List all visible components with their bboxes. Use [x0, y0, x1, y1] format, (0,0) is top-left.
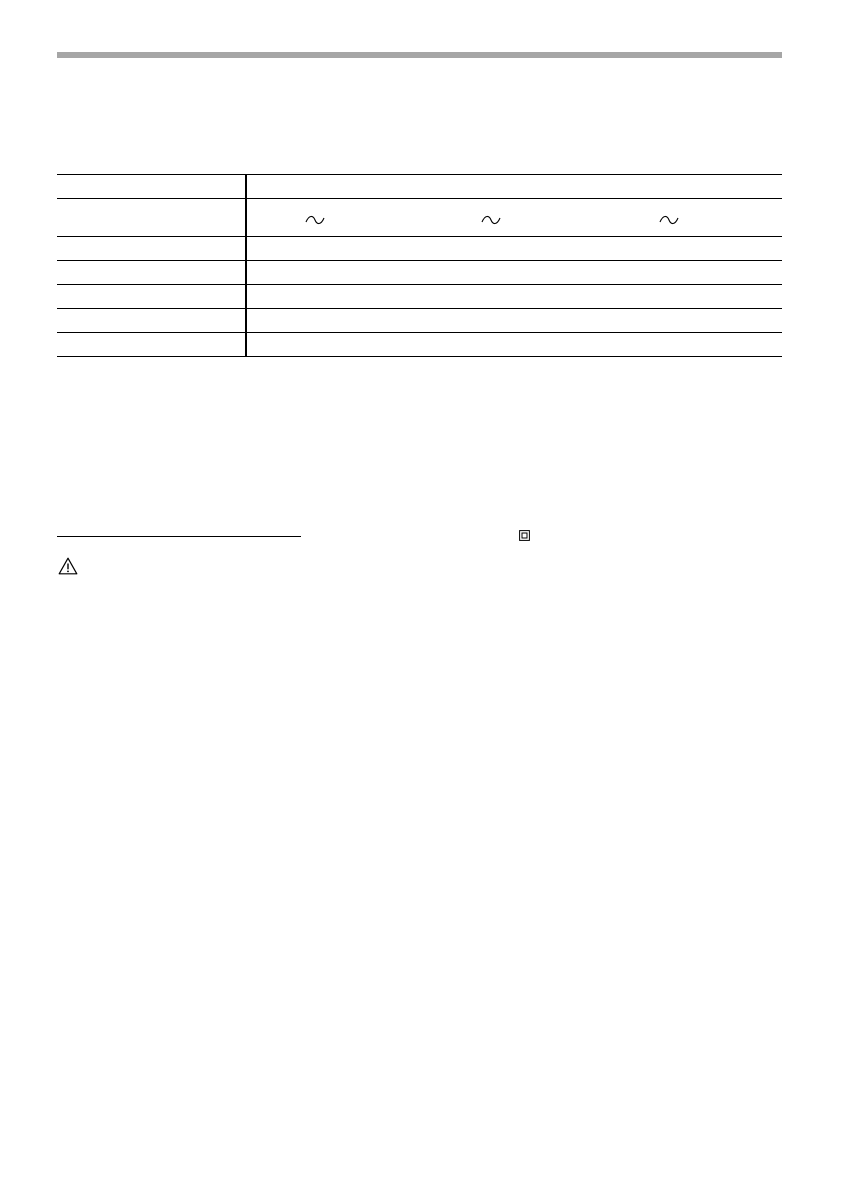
- table-cell: [604, 199, 782, 237]
- table-cell: [425, 309, 604, 333]
- section-underline: [57, 536, 301, 537]
- table-cell: [57, 175, 246, 199]
- table-cell: [425, 175, 604, 199]
- ac-tilde-icon: [481, 213, 501, 227]
- table-cell: [57, 285, 246, 309]
- table-cell: [246, 261, 425, 285]
- table-cell: [604, 175, 782, 199]
- table-cell: [57, 333, 246, 357]
- table-row: [57, 175, 782, 199]
- table-cell: [246, 309, 425, 333]
- table-cell: [57, 237, 246, 261]
- table-cell: [246, 175, 425, 199]
- table-cell: [57, 199, 246, 237]
- table-cell: [425, 237, 604, 261]
- table-cell: [246, 285, 425, 309]
- table-cell: [425, 333, 604, 357]
- table-row: [57, 199, 782, 237]
- warning-triangle-icon: [58, 557, 78, 575]
- table-cell: [57, 309, 246, 333]
- table-cell: [57, 261, 246, 285]
- table-cell: [604, 261, 782, 285]
- table-cell: [425, 261, 604, 285]
- table-row: [57, 333, 782, 357]
- table-cell: [246, 333, 425, 357]
- table-cell: [604, 333, 782, 357]
- ac-tilde-icon: [659, 213, 679, 227]
- table-cell: [604, 237, 782, 261]
- table-row: [57, 285, 782, 309]
- table-row: [57, 237, 782, 261]
- table-cell: [425, 199, 604, 237]
- table-cell: [425, 285, 604, 309]
- table-row: [57, 309, 782, 333]
- table-cell: [246, 237, 425, 261]
- table-cell: [604, 285, 782, 309]
- table-cell: [246, 199, 425, 237]
- table-cell: [604, 309, 782, 333]
- specification-table: [57, 174, 782, 357]
- header-rule: [57, 52, 782, 58]
- double-insulation-icon: [519, 530, 530, 541]
- table-row: [57, 261, 782, 285]
- ac-tilde-icon: [305, 213, 325, 227]
